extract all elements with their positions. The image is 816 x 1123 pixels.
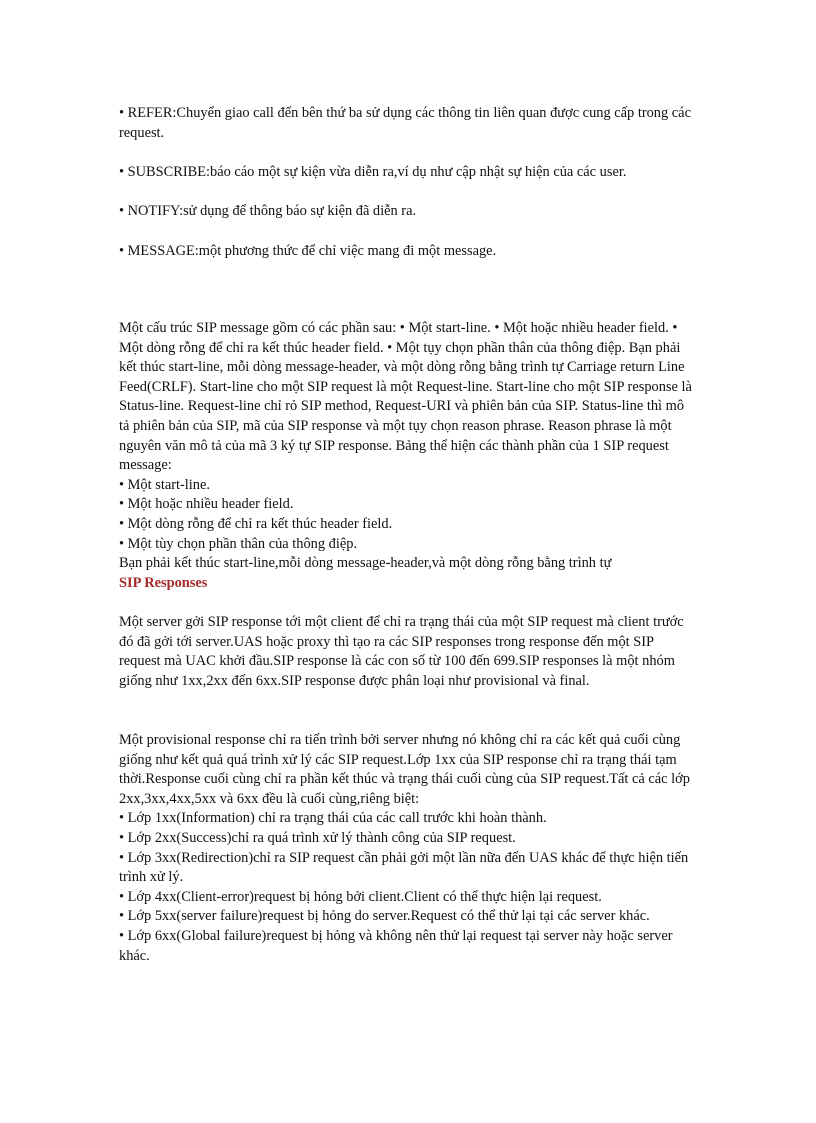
- structure-intro: Một cấu trúc SIP message gồm có các phần sau: • Một start-line. • Một hoặc nhiều header field. • Một dòng rỗng để chỉ ra kết thúc header field. • Một tụy chọn phần thân của thông điệp. Bạn phải kết thúc start-line, mỗi dòng message-header, và một dòng rỗng bằng trình tự Carriage return Line Feed(CRLF). Start-line cho một SIP request là một Request-line. Start-line cho một SIP response là Status-line. Request-line chỉ rỏ SIP method, Request-URI và phiên bản của SIP. Status-line thì mô tả phiên bản của SIP, mã của SIP response và một tụy chọn reason phrase. Reason phrase là một nguyên văn mô tả của mã 3 ký tự SIP response. Bảng thể hiện các thành phần của 1 SIP request message:: [119, 320, 692, 474]
- response-class-item: • Lớp 4xx(Client-error)request bị hỏng bởi client.Client có thể thực hiện lại request.: [119, 888, 602, 905]
- responses-classes-section: [119, 731, 695, 966]
- responses-paragraph-2: Một provisional response chỉ ra tiến trình bởi server nhưng nó không chỉ ra các kết quả cuối cùng giống như kết quả quá trình xử lý các SIP request.Lớp 1xx của SIP response chỉ ra trạng thái tạm thời.Response cuối cùng chỉ ra phần kết thúc và trạng thái cuối cùng của SIP request.Tất cả các lớp 2xx,3xx,4xx,5xx và 6xx đều là cuối cùng,riêng biệt:: [119, 732, 690, 807]
- response-class-item: • Lớp 6xx(Global failure)request bị hỏng và không nên thử lại request tại server này hoặc server khác.: [119, 927, 673, 964]
- structure-item: • Một hoặc nhiều header field.: [119, 496, 294, 513]
- method-refer: • REFER:Chuyển giao call đến bên thứ ba sử dụng các thông tin liên quan được cung cấp trong các request.: [119, 105, 691, 141]
- structure-closing: Bạn phải kết thúc start-line,mỗi dòng message-header,và một dòng rỗng bằng trình tự: [119, 555, 612, 572]
- response-class-item: • Lớp 5xx(server failure)request bị hỏng do server.Request có thể thử lại tại các server khác.: [119, 908, 650, 925]
- structure-item: • Một start-line.: [119, 476, 210, 493]
- method-notify: • NOTIFY:sử dụng để thông báo sự kiện đã diễn ra.: [119, 203, 417, 219]
- response-class-item: • Lớp 3xx(Redirection)chỉ ra SIP request cần phải gởi một lần nữa đến UAS khác để thực hiện tiến trình xử lý.: [119, 849, 689, 886]
- method-subscribe: • SUBSCRIBE:báo cáo một sự kiện vừa diễn ra,ví dụ như cập nhật sự hiện của các user.: [119, 164, 627, 180]
- section-heading: SIP Responses: [119, 574, 208, 591]
- structure-item: • Một tùy chọn phần thân của thông điệp.: [119, 535, 358, 552]
- structure-section: [119, 319, 695, 593]
- responses-paragraph-1: Một server gởi SIP response tới một client để chỉ ra trạng thái của một SIP request mà client trước đó đã gởi tới server.UAS hoặc proxy thì tạo ra các SIP responses trong response đến một SIP request mà UAC khởi đầu.SIP response là các con số từ 100 đến 699.SIP responses là một nhóm giống như 1xx,2xx đến 6xx.SIP response được phân loại như provisional và final.: [119, 614, 684, 689]
- structure-item: • Một dòng rỗng để chỉ ra kết thúc header field.: [119, 515, 393, 532]
- response-class-item: • Lớp 2xx(Success)chỉ ra quá trình xử lý thành công của SIP request.: [119, 829, 516, 846]
- method-message: • MESSAGE:một phương thức để chỉ việc mang đi một message.: [119, 243, 497, 259]
- response-class-item: • Lớp 1xx(Information) chỉ ra trạng thái của các call trước khi hoàn thành.: [119, 810, 547, 827]
